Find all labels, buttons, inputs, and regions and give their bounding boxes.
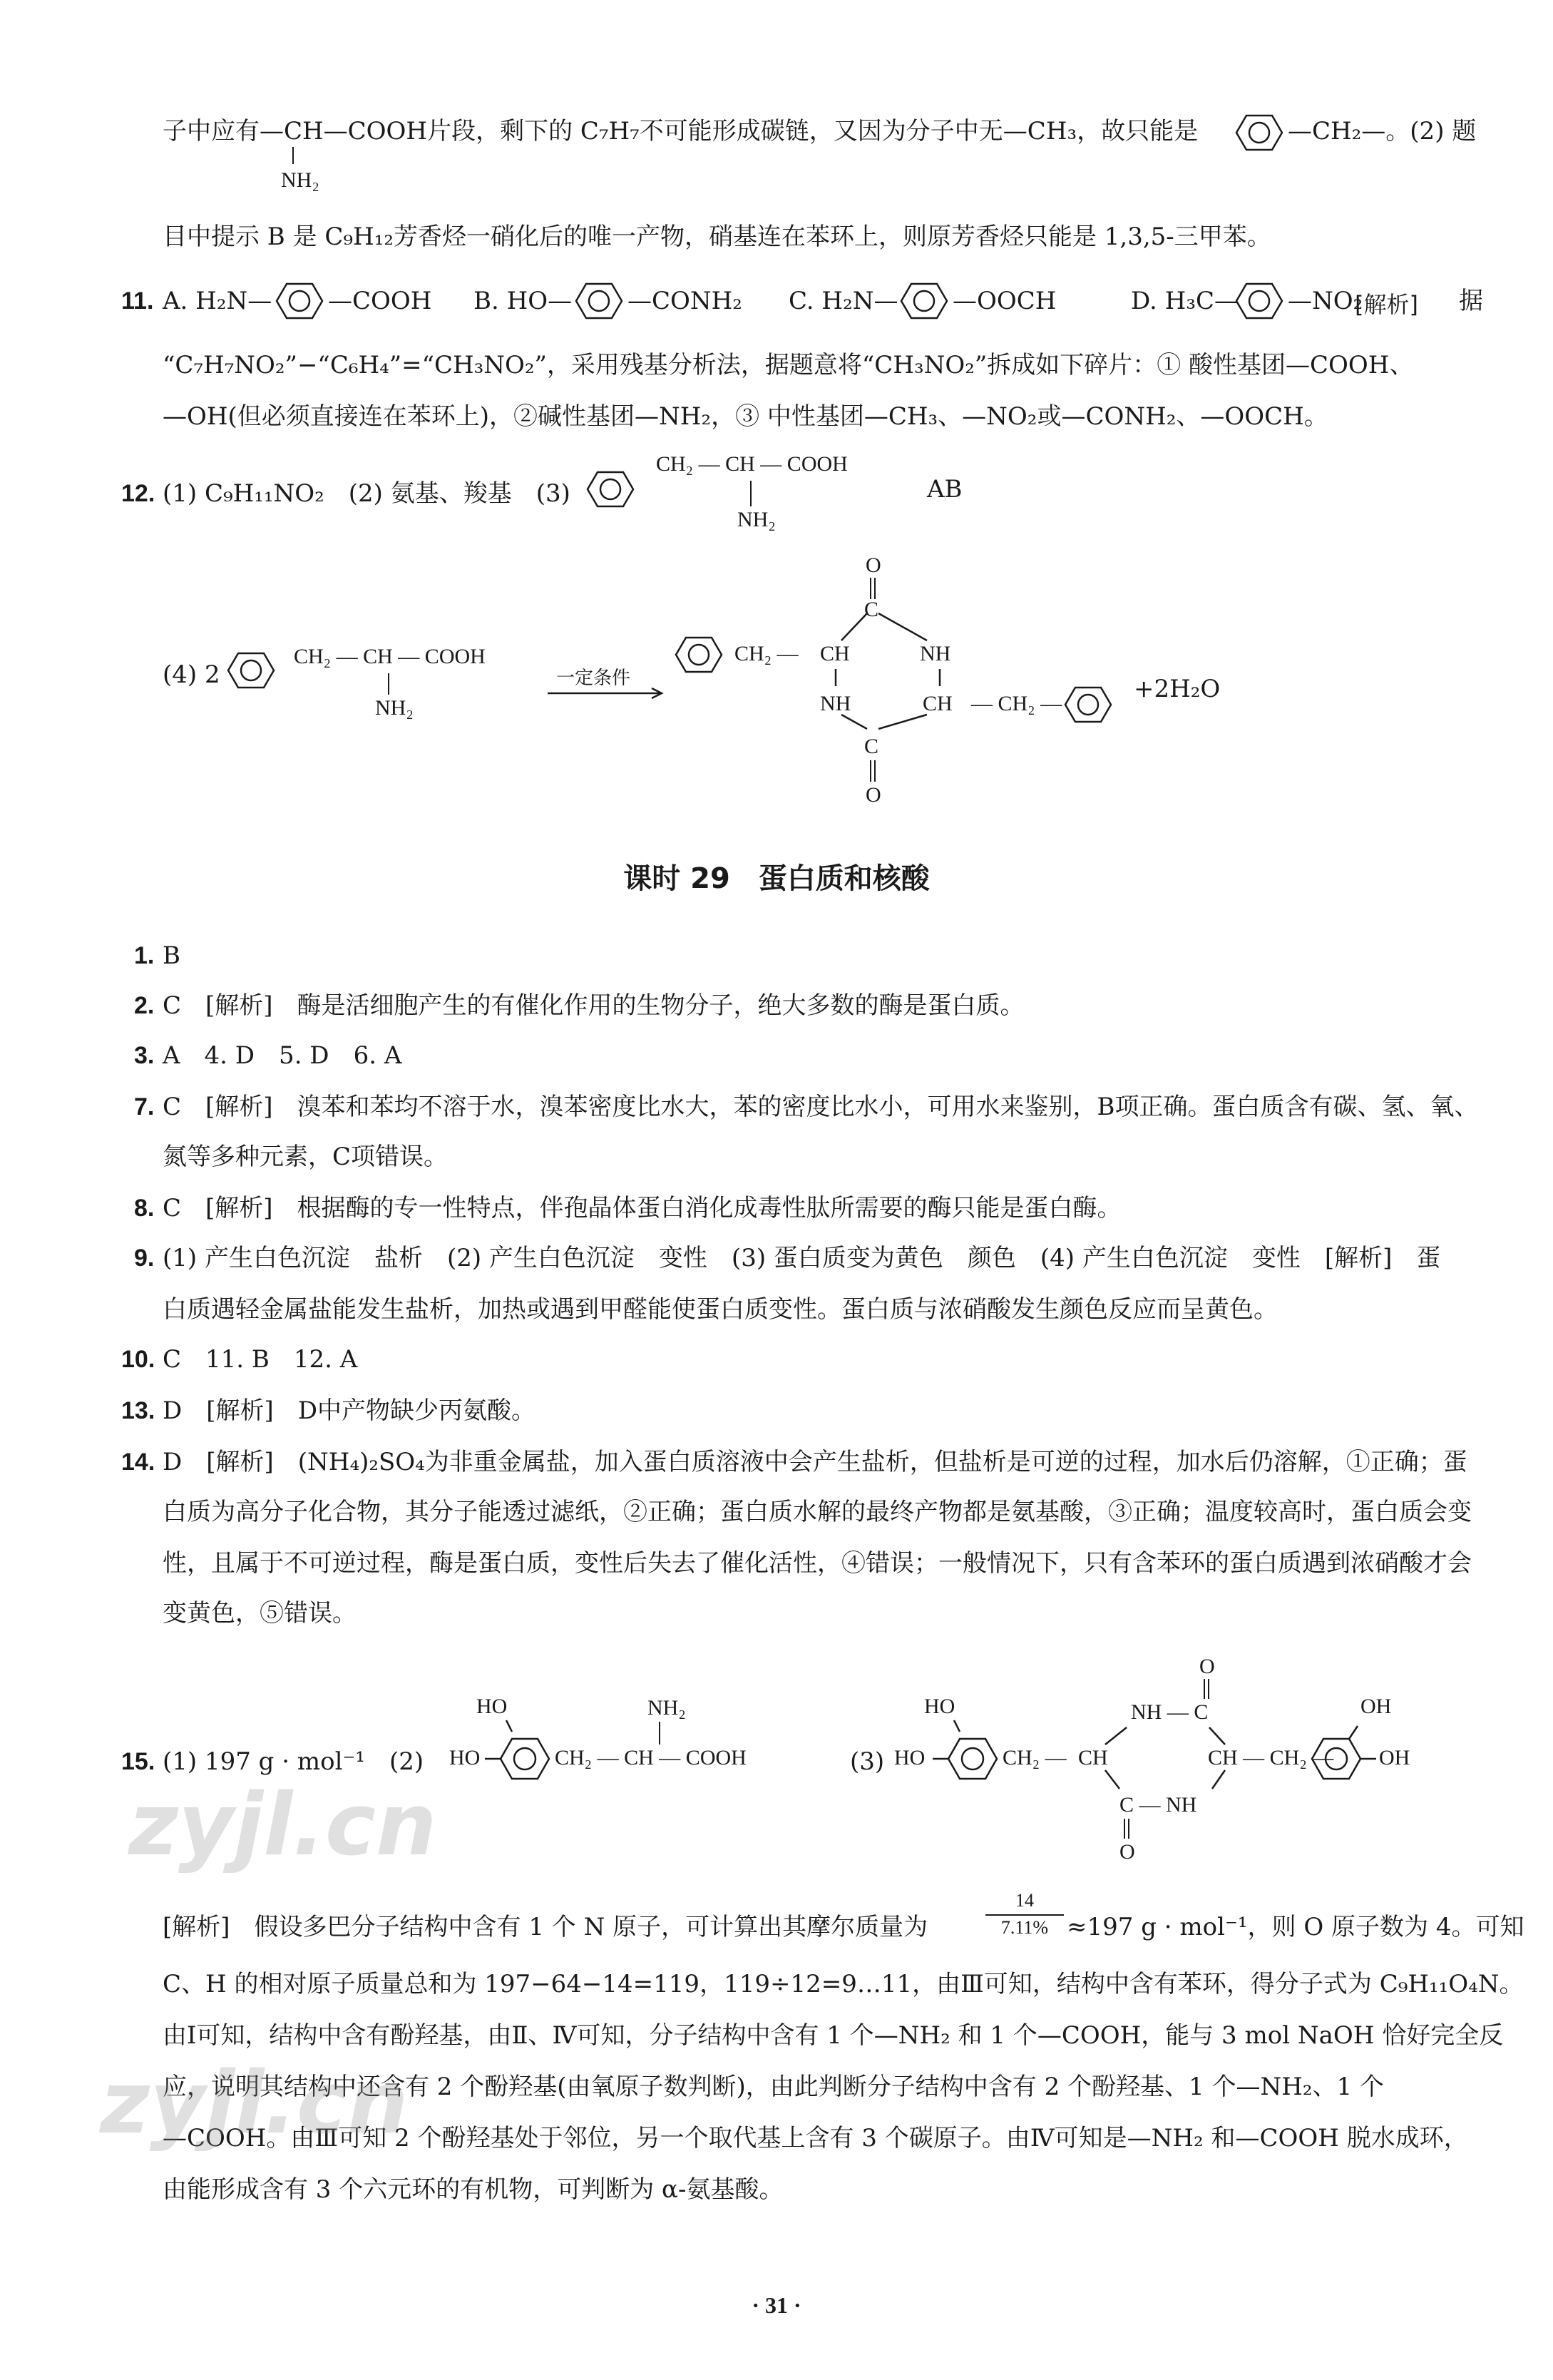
top-line-1b: —CH₂—。(2) 题 bbox=[1288, 117, 1477, 145]
answer-text: C [解析] 根据酶的专一性特点，伴孢晶体蛋白消化成毒性肽所需要的酶只能是蛋白酶。 bbox=[163, 1194, 1122, 1222]
q11-c-suffix: —OOCH bbox=[953, 287, 1057, 315]
answer-text: 白质遇轻金属盐能发生盐析，加热或遇到甲醛能使蛋白质变性。蛋白质与浓硝酸发生颜色反应而呈黄色。 bbox=[163, 1295, 1278, 1324]
top-nh2: NH₂ bbox=[281, 168, 319, 192]
fraction-numerator: 14 bbox=[1015, 1890, 1034, 1911]
bond-line bbox=[750, 481, 752, 506]
answer-number: 1. bbox=[134, 942, 155, 969]
q15-p3-oh-top: OH bbox=[1360, 1695, 1392, 1718]
answer-text: 白质为高分子化合物，其分子能透过滤纸，②正确；蛋白质水解的最终产物都是氨基酸，③正确；温度较高时，蛋白质会变 bbox=[163, 1498, 1472, 1526]
benzene-ring-icon bbox=[222, 649, 280, 692]
q15-ho-top: HO bbox=[476, 1695, 508, 1718]
bond-line bbox=[870, 578, 871, 599]
q11-line-2: “C₇H₇NO₂”−“C₆H₄”=“CH₃NO₂”，采用残基分析法，据题意将“CH₃NO₂”拆成如下碎片：① 酸性基团—COOH、 bbox=[163, 351, 1414, 379]
q15-part-3-label: (3) bbox=[850, 1747, 885, 1776]
answer-number: 10. bbox=[121, 1346, 155, 1373]
bond-line bbox=[659, 1722, 660, 1745]
product-ch2-right: — CH₂ — bbox=[971, 692, 1062, 715]
product-o-bottom: O bbox=[866, 783, 881, 807]
fraction-bar bbox=[985, 1914, 1064, 1916]
watermark: zyjl.cn bbox=[100, 2054, 409, 2153]
q15-chain: CH₂ — CH — COOH bbox=[555, 1746, 747, 1769]
bond-line bbox=[1208, 1679, 1209, 1699]
q15-p3-ch-right: CH — CH₂ — bbox=[1208, 1746, 1334, 1769]
product-nh-right: NH bbox=[920, 642, 951, 665]
answer-text: D [解析] (NH₄)₂SO₄为非重金属盐，加入蛋白质溶液中会产生盐析，但盐析是可逆的过程，加水后仍溶解，①正确；蛋 bbox=[163, 1448, 1467, 1476]
q15-analysis-6: 由能形成含有 3 个六元环的有机物，可判断为 α-氨基酸。 bbox=[163, 2175, 784, 2204]
product-o-top: O bbox=[866, 553, 881, 577]
q15-ho-left: HO bbox=[449, 1746, 481, 1769]
q15-analysis-5: —COOH。由Ⅲ可知 2 个酚羟基处于邻位，另一个取代基上含有 3 个碳原子。由Ⅳ可知是—NH₂ 和—COOH 脱水成环， bbox=[163, 2124, 1468, 2152]
bond-line bbox=[1124, 1819, 1125, 1839]
bond-line bbox=[870, 760, 871, 782]
q15-p3-o-bottom: O bbox=[1119, 1840, 1135, 1864]
q15-analysis-3: 由Ⅰ可知，结构中含有酚羟基，由Ⅱ、Ⅳ可知，分子结构中含有 1 个—NH₂ 和 1 个—COOH，能与 3 mol NaOH 恰好完全反 bbox=[163, 2021, 1504, 2050]
q15-number: 15. bbox=[121, 1748, 155, 1775]
benzene-ring-icon bbox=[1231, 111, 1288, 154]
bond-line bbox=[1128, 1819, 1129, 1839]
answer-number: 13. bbox=[121, 1397, 155, 1424]
q12-part-4-label: (4) 2 bbox=[163, 660, 220, 689]
answer-text: C [解析] 溴苯和苯均不溶于水，溴苯密度比水大，苯的密度比水小，可用水来鉴别，B项正确。蛋白质含有碳、氢、氧、 bbox=[163, 1093, 1479, 1121]
answer-text: D [解析] D中产物缺少丙氨酸。 bbox=[163, 1396, 536, 1425]
product-water: +2H₂O bbox=[1134, 675, 1221, 703]
q12-p3-answer: AB bbox=[927, 475, 963, 504]
watermark: zyjl.cn bbox=[128, 1776, 437, 1875]
q11-d-prefix: D. H₃C— bbox=[1131, 287, 1239, 315]
q15-analysis-4: 应，说明其结构中还含有 2 个酚羟基(由氧原子数判断)，由此判断分子结构中含有 2 个酚羟基、1 个—NH₂、1 个 bbox=[163, 2073, 1384, 2101]
q15-p3-ho-top: HO bbox=[924, 1695, 955, 1718]
q15-p3-ch-left: CH bbox=[1078, 1746, 1108, 1769]
benzene-ring-icon bbox=[670, 633, 727, 676]
product-ch-right: CH bbox=[923, 692, 953, 715]
benzene-ring-icon bbox=[570, 280, 627, 322]
reaction-arrow-icon bbox=[546, 686, 667, 700]
q12-p4-chain: CH₂ — CH — COOH bbox=[294, 645, 486, 668]
product-c-top: C bbox=[864, 598, 879, 621]
benzene-ring-icon bbox=[1060, 683, 1117, 726]
q12-p3-chain: CH₂ — CH — COOH bbox=[656, 452, 848, 476]
q12-number: 12. bbox=[121, 480, 155, 507]
bond-line bbox=[874, 578, 876, 599]
q11-number: 11. bbox=[121, 287, 154, 315]
reaction-condition: 一定条件 bbox=[556, 668, 631, 688]
q12-p3-nh2: NH₂ bbox=[737, 508, 776, 531]
answer-text: C [解析] 酶是活细胞产生的有催化作用的生物分子，绝大多数的酶是蛋白质。 bbox=[163, 991, 1025, 1020]
benzene-ring-icon bbox=[896, 280, 953, 322]
answer-text: 性，且属于不可逆过程，酶是蛋白质，变性后失去了催化活性，④错误；一般情况下，只有含苯环的蛋白质遇到浓硝酸才会 bbox=[163, 1549, 1472, 1578]
section-title: 课时 29 蛋白质和核酸 bbox=[623, 862, 930, 895]
q15-analysis-1a: [解析] 假设多巴分子结构中含有 1 个 N 原子，可计算出其摩尔质量为 bbox=[163, 1913, 928, 1941]
q11-a-suffix: —COOH bbox=[328, 287, 432, 315]
analysis-tag: [解析] bbox=[1355, 291, 1418, 318]
q12-p4-nh2: NH₂ bbox=[375, 696, 414, 720]
q11-b-suffix: —CONH₂ bbox=[627, 287, 742, 315]
q11-line-3: —OH(但必须直接连在苯环上)，②碱性基团—NH₂，③ 中性基团—CH₃、—NO₂或—CONH₂、—OOCH。 bbox=[163, 402, 1328, 431]
answer-text: C 11. B 12. A bbox=[163, 1345, 358, 1374]
benzene-ring-icon bbox=[1305, 1716, 1390, 1787]
benzene-ring-icon bbox=[1231, 280, 1288, 322]
product-nh-left: NH bbox=[820, 692, 851, 715]
q12-part-1-3: (1) C₉H₁₁NO₂ (2) 氨基、羧基 (3) bbox=[163, 479, 570, 508]
page-number: · 31 · bbox=[752, 2292, 801, 2318]
q15-part-1-2: (1) 197 g · mol⁻¹ (2) bbox=[163, 1747, 424, 1776]
bond-line bbox=[874, 760, 876, 782]
top-line-1a: 子中应有—CH—COOH片段，剩下的 C₇H₇不可能形成碳链，又因为分子中无—CH₃，故只能是 bbox=[163, 117, 1199, 145]
bond-line bbox=[1204, 1679, 1205, 1699]
product-ch-left: CH bbox=[820, 642, 850, 665]
answer-number: 14. bbox=[121, 1449, 155, 1476]
benzene-ring-icon bbox=[582, 468, 639, 511]
answer-text: (1) 产生白色沉淀 盐析 (2) 产生白色沉淀 变性 (3) 蛋白质变为黄色 颜色 (4) 产生白色沉淀 变性 [解析] 蛋 bbox=[163, 1244, 1441, 1272]
answer-text: A 4. D 5. D 6. A bbox=[163, 1041, 402, 1070]
answer-text: 氮等多种元素，C项错误。 bbox=[163, 1143, 449, 1171]
q15-p3-oh-right: OH bbox=[1379, 1746, 1410, 1769]
answer-number: 7. bbox=[134, 1093, 155, 1120]
answer-number: 2. bbox=[134, 992, 155, 1019]
benzene-ring-icon bbox=[271, 280, 328, 322]
q15-p3-o-top: O bbox=[1199, 1655, 1215, 1678]
answer-number: 8. bbox=[134, 1195, 155, 1222]
product-c-bottom: C bbox=[864, 735, 879, 758]
q11-d-suffix: —NO₂ bbox=[1288, 287, 1363, 315]
top-line-2: 目中提示 B 是 C₉H₁₂芳香烃一硝化后的唯一产物，硝基连在苯环上，则原芳香烃只能是 1,3,5-三甲苯。 bbox=[163, 223, 1271, 251]
q11-first: 据 bbox=[1459, 287, 1483, 315]
q11-b-prefix: B. HO— bbox=[473, 287, 573, 315]
bond-line bbox=[388, 673, 389, 695]
q15-p3-nh-top: NH — C bbox=[1131, 1700, 1209, 1724]
q15-analysis-1b: ≈197 g · mol⁻¹，则 O 原子数为 4。可知 bbox=[1067, 1913, 1524, 1941]
q15-p3-ho-left: HO bbox=[894, 1746, 926, 1769]
product-ch2-left: CH₂ — bbox=[734, 642, 799, 665]
fraction-denominator: 7.11% bbox=[1000, 1917, 1049, 1938]
answer-text: B bbox=[163, 941, 180, 970]
answer-number: 3. bbox=[134, 1042, 155, 1069]
answer-text: 变黄色，⑤错误。 bbox=[163, 1599, 357, 1628]
q11-c-prefix: C. H₂N— bbox=[789, 287, 898, 315]
q11-a-prefix: A. H₂N— bbox=[163, 287, 272, 315]
answer-number: 9. bbox=[134, 1245, 155, 1272]
bond-line bbox=[292, 147, 294, 164]
q15-p3-ch2-left: CH₂ — bbox=[1003, 1746, 1067, 1769]
q15-analysis-2: C、H 的相对原子质量总和为 197−64−14=119，119÷12=9…11，由Ⅲ可知，结构中含有苯环，得分子式为 C₉H₁₁O₄N。 bbox=[163, 1970, 1524, 1998]
q15-nh2: NH₂ bbox=[647, 1696, 686, 1720]
q15-p3-c-bottom: C — NH bbox=[1119, 1793, 1197, 1817]
